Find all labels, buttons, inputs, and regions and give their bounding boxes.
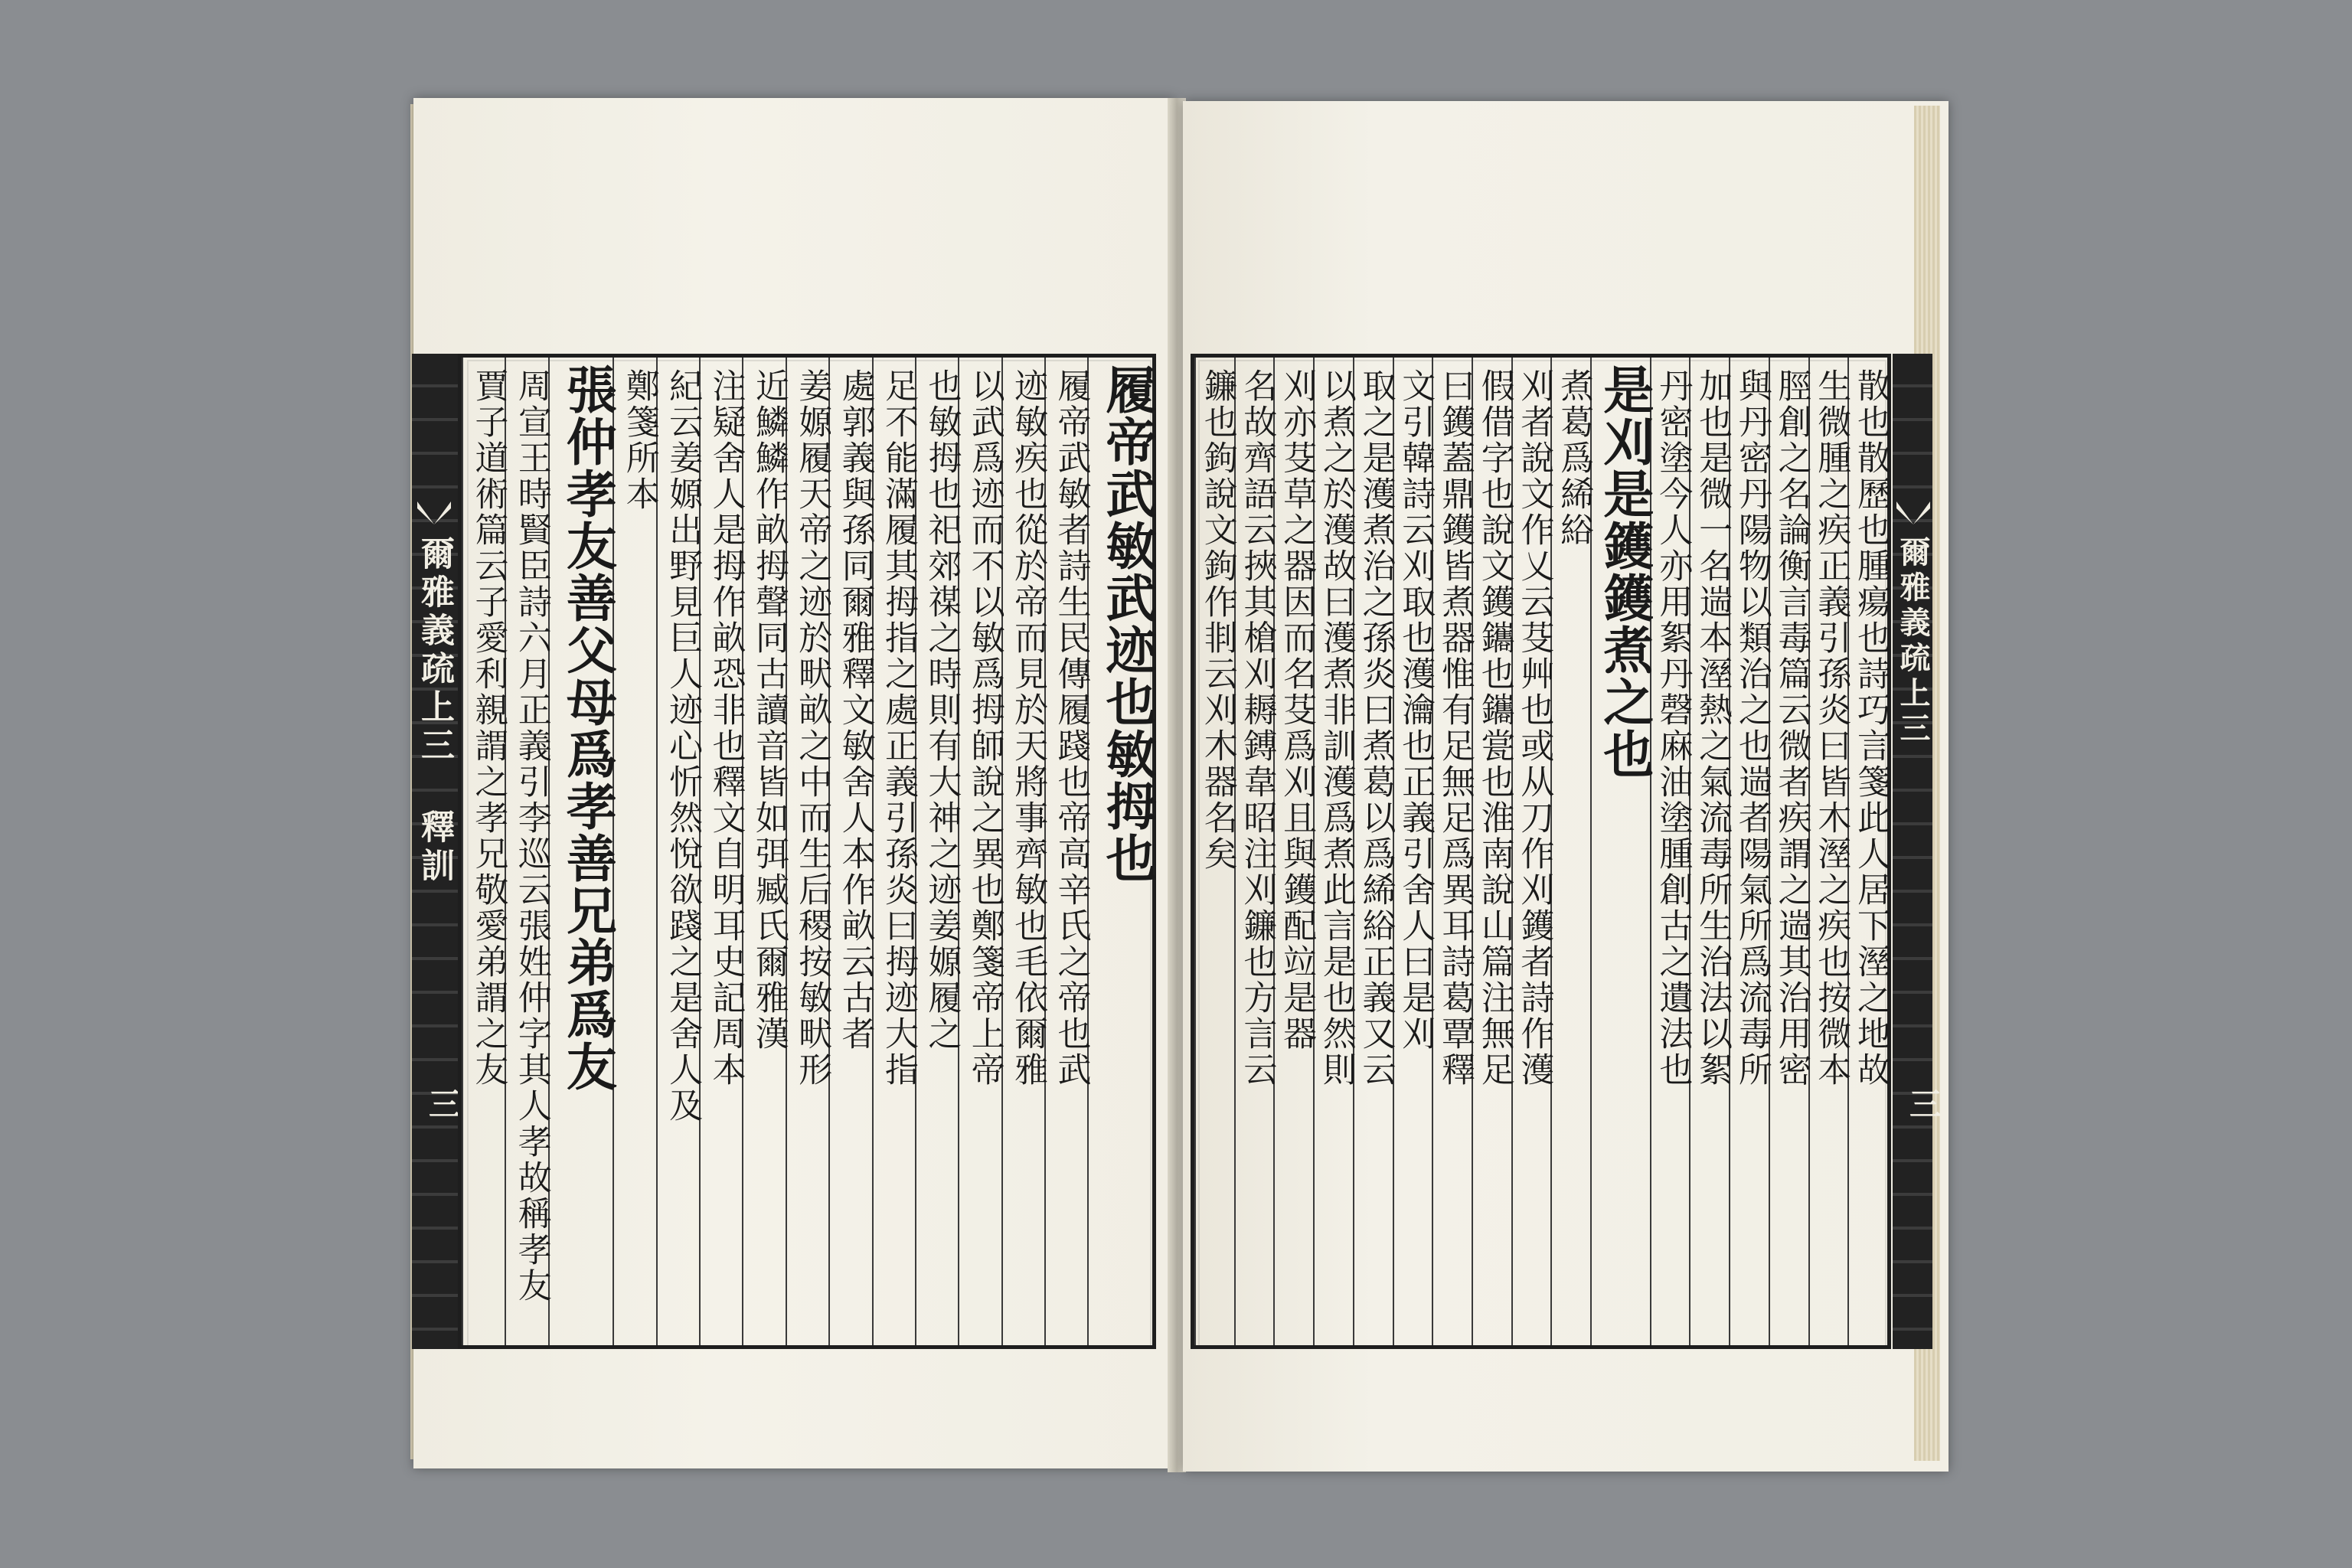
left-folio-number: 三 (424, 1087, 462, 1119)
right-folio-number: 三 (1905, 1087, 1942, 1119)
headword-column: 張仲孝友善父母爲孝善兄弟爲友 (548, 358, 613, 1345)
commentary-column: 生微腫之疾正義引孫炎曰皆木溼之疾也按微本 (1808, 358, 1848, 1345)
commentary-column: 丹密塗今人亦用絮丹磬麻油塗腫創古之遺法也 (1650, 358, 1690, 1345)
commentary-column: 鐮也鉤說文鉤作剕云刈木器名矣 (1194, 358, 1234, 1345)
commentary-column: 周宣王時賢臣詩六月正義引李巡云張姓仲字其人孝故稱孝友 (505, 358, 547, 1345)
headword-column: 是刈是鑊鑊煮之也 (1590, 358, 1650, 1345)
commentary-column: 紀云姜嫄出野見巨人迹心忻然悅欲踐之是舍人及 (656, 358, 699, 1345)
commentary-column: 刈亦芟草之器因而名芟爲刈且與鑊配竝是器 (1273, 358, 1313, 1345)
commentary-column: 取之是濩煮治之孫炎曰煮葛以爲絺綌正義又云 (1353, 358, 1393, 1345)
commentary-column: 近鱗鱗作畝拇聲同古讀音皆如弭臧氏爾雅漢 (742, 358, 785, 1345)
commentary-column: 姜嫄履天帝之迹於畎畝之中而生后稷按敏畎形 (786, 358, 828, 1345)
headword-column: 履帝武敏武迹也敏拇也 (1087, 358, 1152, 1345)
commentary-column: 與丹密丹陽物以類治之也遄者陽氣所爲流毒所 (1729, 358, 1769, 1345)
commentary-column: 煮葛爲絺綌 (1550, 358, 1590, 1345)
left-text-frame (458, 354, 1156, 1349)
commentary-column: 假借字也說文鑊鑴也鑴瓽也淮南說山篇注無足 (1472, 358, 1511, 1345)
left-banxin-title: 爾雅義疏上三 釋訓 (415, 536, 454, 886)
commentary-column: 也敏拇也祀郊禖之時則有大神之迹姜嫄履之 (915, 358, 958, 1345)
commentary-column: 注疑舍人是拇作畝恐非也釋文自明耳史記周本 (699, 358, 742, 1345)
right-banxin-title: 爾雅義疏上三 (1895, 536, 1931, 747)
right-text-frame (1191, 354, 1891, 1349)
commentary-column: 履帝武敏者詩生民傳履踐也帝高辛氏之帝也武 (1044, 358, 1087, 1345)
commentary-column: 名故齊語云挾其槍刈耨鎛韋昭注刈鐮也方言云 (1234, 358, 1274, 1345)
commentary-column: 足不能滿履其拇指之處正義引孫炎曰拇迹大指 (872, 358, 915, 1345)
commentary-column: 鄭箋所本 (612, 358, 655, 1345)
commentary-column: 迹敏疾也從於帝而見於天將事齊敏也毛依爾雅 (1001, 358, 1044, 1345)
commentary-column: 曰鑊蓋鼎鑊皆煮器惟有足無足爲異耳詩葛覃釋 (1432, 358, 1472, 1345)
right-banxin-band (1893, 354, 1932, 1349)
commentary-column: 以武爲迹而不以敏爲拇師說之異也鄭箋帝上帝 (958, 358, 1001, 1345)
commentary-column: 處郭義與孫同爾雅釋文敏舍人本作畝云古者 (828, 358, 871, 1345)
commentary-column: 賈子道術篇云子愛利親謂之孝兄敬愛弟謂之友 (462, 358, 505, 1345)
commentary-column: 刈者說文作乂云芟艸也或从刀作刈鑊者詩作濩 (1511, 358, 1551, 1345)
commentary-column: 加也是微一名遄本溼熱之氣流毒所生治法以絮 (1689, 358, 1729, 1345)
commentary-column: 以煮之於濩故曰濩煮非訓濩爲煮此言是也然則 (1313, 358, 1353, 1345)
commentary-column: 文引韓詩云刈取也濩瀹也正義引舍人曰是刈 (1393, 358, 1432, 1345)
commentary-column: 散也散歷也腫瘍也詩巧言箋此人居下溼之地故 (1847, 358, 1887, 1345)
commentary-column: 脛創之名論衡言毒篇云微者疾謂之遄其治用密 (1769, 358, 1808, 1345)
